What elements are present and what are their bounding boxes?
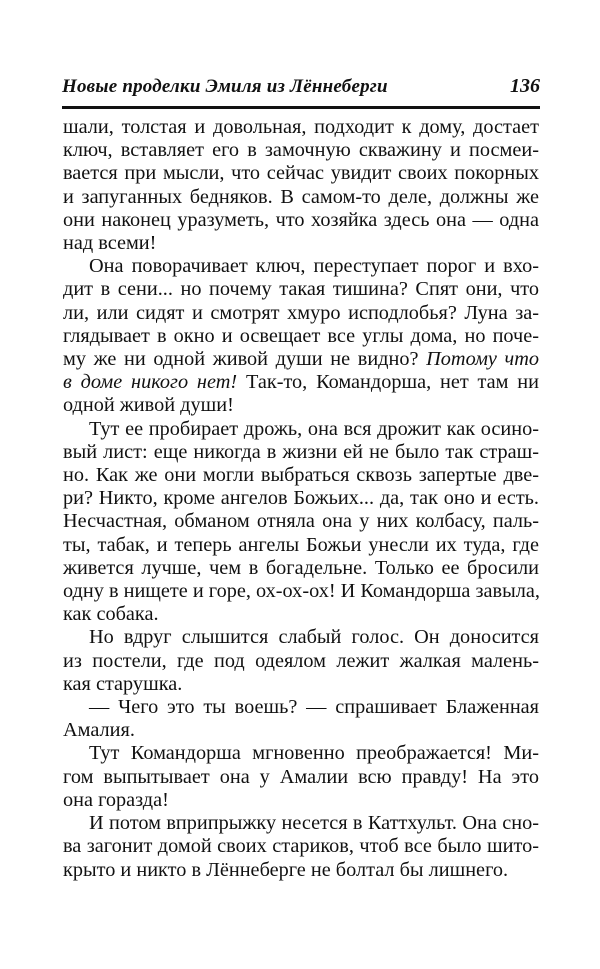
text-segment: И потом вприпрыжку несется в Каттхульт. Она сно-	[89, 812, 539, 835]
text-line	[63, 139, 539, 162]
text-line	[63, 603, 539, 626]
text-line	[63, 696, 539, 719]
paragraph	[63, 418, 539, 627]
italic-text: Потому что	[426, 348, 539, 371]
text-line	[63, 418, 539, 441]
text-segment: шали, толстая и довольная, подходит к дому, достает	[63, 116, 539, 138]
text-line	[63, 487, 539, 510]
text-segment: Но вдруг слышится слабый голос. Он доносится	[89, 626, 539, 649]
text-line	[63, 209, 539, 232]
text-line	[63, 859, 539, 882]
text-segment: и запуганных бедняков. В самом-то деле, должны же	[63, 185, 539, 208]
text-line	[63, 766, 539, 789]
text-segment: гом выпытывает она у Амалии всю правду! На это	[63, 765, 539, 788]
text-line	[63, 673, 539, 696]
text-segment: над всеми!	[63, 232, 157, 255]
text-segment: они наконец уразуметь, что хозяйка здесь она — одна	[63, 208, 539, 231]
text-line	[63, 464, 539, 487]
text-line	[63, 278, 539, 301]
text-line	[63, 162, 539, 185]
text-line	[63, 626, 539, 649]
text-line	[63, 186, 539, 209]
text-segment: одну в нищете и горе, ох-ох-ох! И Командорша завыла,	[63, 580, 540, 603]
text-segment: вый лист: еще никогда в жизни ей не было так страш-	[63, 440, 539, 463]
text-segment: Так-то, Командорша, нет там ни	[237, 371, 539, 394]
paragraph	[63, 626, 539, 696]
text-segment: она горазда!	[63, 788, 169, 811]
text-line	[63, 116, 539, 139]
text-segment: вается при мысли, что сейчас увидит своих покорных	[63, 162, 539, 185]
text-segment: Тут Командорша мгновенно преображается! Ми-	[89, 742, 539, 765]
text-segment: крыто и никто в Лённеберге не болтал бы лишнего.	[63, 858, 509, 881]
text-line	[63, 534, 539, 557]
text-segment: Амалия.	[63, 719, 135, 742]
paragraph	[63, 116, 539, 255]
text-segment: кая старушка.	[63, 672, 183, 695]
text-line	[63, 835, 539, 858]
text-segment: но. Как же они могли выбраться сквозь запертые две-	[63, 464, 539, 487]
text-segment: одной живой души!	[63, 394, 234, 417]
text-line	[63, 371, 539, 394]
page-number: 136	[510, 75, 540, 97]
text-segment: ты, табак, и теперь ангелы Божьи унесли их туда, где	[63, 533, 539, 556]
body-text	[63, 116, 539, 882]
text-line	[63, 441, 539, 464]
italic-text: в доме никого нет!	[63, 371, 238, 394]
text-segment: Тут ее пробирает дрожь, она вся дрожит как осино-	[89, 417, 539, 440]
text-line	[63, 650, 539, 673]
text-line	[63, 719, 539, 742]
text-line	[63, 394, 539, 417]
text-line	[63, 557, 539, 580]
text-segment: живется лучше, чем в богадельне. Только ее бросили	[63, 556, 539, 579]
text-segment: ли, или сидят и смотрят хмуро исподлобья? Луна за-	[63, 301, 539, 324]
running-header	[62, 72, 540, 109]
paragraph	[63, 696, 539, 742]
text-segment: из постели, где под одеялом лежит жалкая малень-	[63, 649, 539, 672]
text-line	[63, 348, 539, 371]
text-segment: ри? Никто, кроме ангелов Божьих... да, так оно и есть.	[63, 487, 539, 510]
text-line	[63, 302, 539, 325]
text-line	[63, 255, 539, 278]
text-line	[63, 510, 539, 533]
running-title: Новые проделки Эмиля из Лённеберги	[62, 76, 388, 97]
text-segment: ва загонит домой своих стариков, чтоб все было шито-	[63, 835, 539, 858]
text-segment: Несчастная, обманом отняла она у них колбасу, паль-	[63, 510, 539, 533]
text-line	[63, 789, 539, 812]
text-line	[63, 812, 539, 835]
text-segment: ключ, вставляет его в замочную скважину и посмеи-	[63, 139, 539, 162]
text-line	[63, 232, 539, 255]
paragraph	[63, 742, 539, 812]
paragraph	[63, 812, 539, 882]
paragraph	[63, 255, 539, 417]
text-segment: глядывает в окно и освещает все углы дома, но поче-	[63, 324, 539, 347]
text-segment: Она поворачивает ключ, переступает порог и вхо-	[89, 255, 539, 278]
text-segment: дит в сени... но почему такая тишина? Спят они, что	[63, 278, 539, 301]
text-segment: му же ни одной живой души не видно?	[63, 348, 427, 371]
text-line	[63, 742, 539, 765]
text-segment: — Чего это ты воешь? — спрашивает Блаженная	[89, 696, 539, 719]
text-line	[63, 325, 539, 348]
text-line	[63, 580, 539, 603]
text-segment: как собака.	[63, 603, 159, 626]
